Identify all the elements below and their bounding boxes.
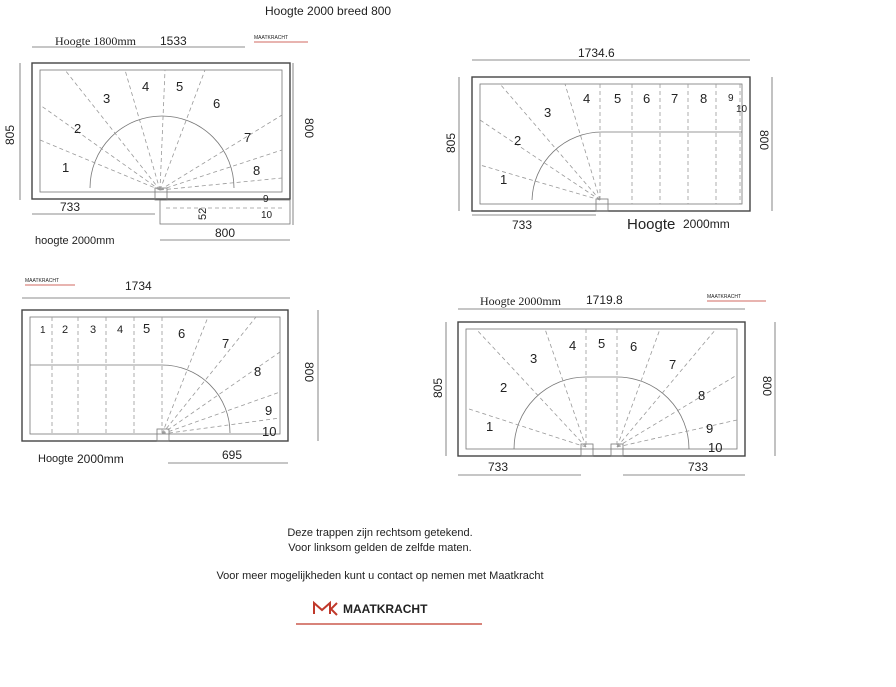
left-dim: 805 [431, 377, 445, 399]
stair-diagram-1 [3, 34, 316, 247]
walkline-arc-right [617, 377, 689, 449]
maatkracht-logo [296, 602, 482, 624]
small-dim: 52 [197, 207, 209, 220]
bottom-right-dim: 800 [215, 226, 236, 240]
height-label: Hoogte [38, 453, 74, 465]
step-number-6: 6 [643, 91, 651, 106]
step-number-5: 5 [614, 91, 622, 106]
step-number-10: 10 [261, 210, 273, 221]
newel-post-right [611, 444, 623, 456]
width-dim: 1734.6 [578, 46, 615, 60]
step-number-9: 9 [706, 421, 714, 436]
step-number-2: 2 [74, 121, 82, 136]
step-number-8: 8 [254, 364, 262, 379]
step-number-8: 8 [253, 163, 261, 178]
step-number-6: 6 [178, 326, 186, 341]
right-dim: 800 [760, 375, 774, 397]
bottom-right-dim: 695 [222, 448, 243, 462]
width-dim: 1719.8 [586, 293, 623, 307]
small-logo [254, 35, 308, 42]
logo-text: MAATKRACHT [343, 602, 428, 616]
step-number-7: 7 [669, 357, 677, 372]
small-logo-text: MAATKRACHT [25, 278, 60, 284]
right-dim: 800 [302, 361, 316, 383]
stair-diagram-3 [22, 278, 318, 466]
step-number-7: 7 [671, 91, 679, 106]
step-number-9: 9 [263, 194, 269, 205]
step-number-5: 5 [176, 79, 184, 94]
step-number-2: 2 [62, 324, 69, 336]
step-number-10: 10 [736, 104, 748, 115]
left-dim: 805 [3, 124, 17, 146]
bottom-right-dim: 733 [688, 460, 709, 474]
small-logo [25, 278, 75, 285]
stair-frame [32, 63, 290, 199]
step-number-9: 9 [728, 93, 734, 104]
step-number-5: 5 [143, 321, 151, 336]
step-number-2: 2 [500, 380, 508, 395]
step-number-4: 4 [583, 91, 591, 106]
step-number-4: 4 [142, 79, 150, 94]
newel-post [596, 199, 608, 211]
height-label: Hoogte [627, 216, 676, 233]
right-dim: 800 [302, 117, 316, 139]
step-number-1: 1 [500, 172, 508, 187]
note-line-1: Deze trappen zijn rechtsom getekend. [287, 527, 473, 539]
height-value: 2000mm [683, 217, 730, 231]
walkline-arc [532, 132, 602, 200]
step-number-2: 2 [514, 133, 522, 148]
bottom-left-dim: 733 [488, 460, 509, 474]
step-number-3: 3 [544, 105, 552, 120]
step-number-1: 1 [62, 160, 70, 175]
step-number-8: 8 [700, 91, 708, 106]
walkline-arc-left [514, 377, 586, 449]
step-number-10: 10 [708, 440, 723, 455]
stair-diagram-4 [431, 293, 775, 475]
walkline-arc [90, 116, 234, 188]
step-number-7: 7 [222, 336, 230, 351]
step-lines [52, 317, 280, 434]
logo-chevron-icon [331, 603, 337, 615]
step-number-3: 3 [530, 351, 538, 366]
step-number-4: 4 [569, 338, 577, 353]
step-number-3: 3 [90, 324, 97, 336]
header-title: Hoogte 2000 breed 800 [265, 4, 392, 18]
width-dim: 1533 [160, 34, 187, 48]
bottom-label: hoogte 2000mm [35, 235, 115, 247]
top-label: Hoogte 2000mm [480, 294, 561, 308]
logo-mark-icon [314, 603, 330, 614]
step-number-6: 6 [213, 96, 221, 111]
small-logo-text: MAATKRACHT [707, 294, 742, 300]
small-logo [707, 294, 766, 301]
note-line-3: Voor meer mogelijkheden kunt u contact op nemen met Maatkracht [216, 570, 544, 582]
step-number-9: 9 [265, 403, 273, 418]
height-value: 2000mm [77, 452, 124, 466]
step-number-5: 5 [598, 336, 606, 351]
right-dim: 800 [757, 129, 771, 151]
step-number-7: 7 [244, 130, 252, 145]
small-logo-text: MAATKRACHT [254, 35, 289, 41]
left-dim: 805 [444, 132, 458, 154]
step-number-6: 6 [630, 339, 638, 354]
width-dim: 1734 [125, 279, 152, 293]
step-number-1: 1 [40, 325, 46, 336]
step-number-3: 3 [103, 91, 111, 106]
bottom-left-dim: 733 [60, 200, 81, 214]
step-number-8: 8 [698, 388, 706, 403]
step-number-4: 4 [117, 324, 124, 336]
step-number-10: 10 [262, 424, 277, 439]
walkline-arc [162, 365, 230, 433]
top-label: Hoogte 1800mm [55, 34, 136, 48]
stair-diagram-2 [444, 46, 772, 233]
step-number-1: 1 [486, 419, 494, 434]
bottom-left-dim: 733 [512, 218, 533, 232]
note-line-2: Voor linksom gelden de zelfde maten. [288, 542, 472, 554]
